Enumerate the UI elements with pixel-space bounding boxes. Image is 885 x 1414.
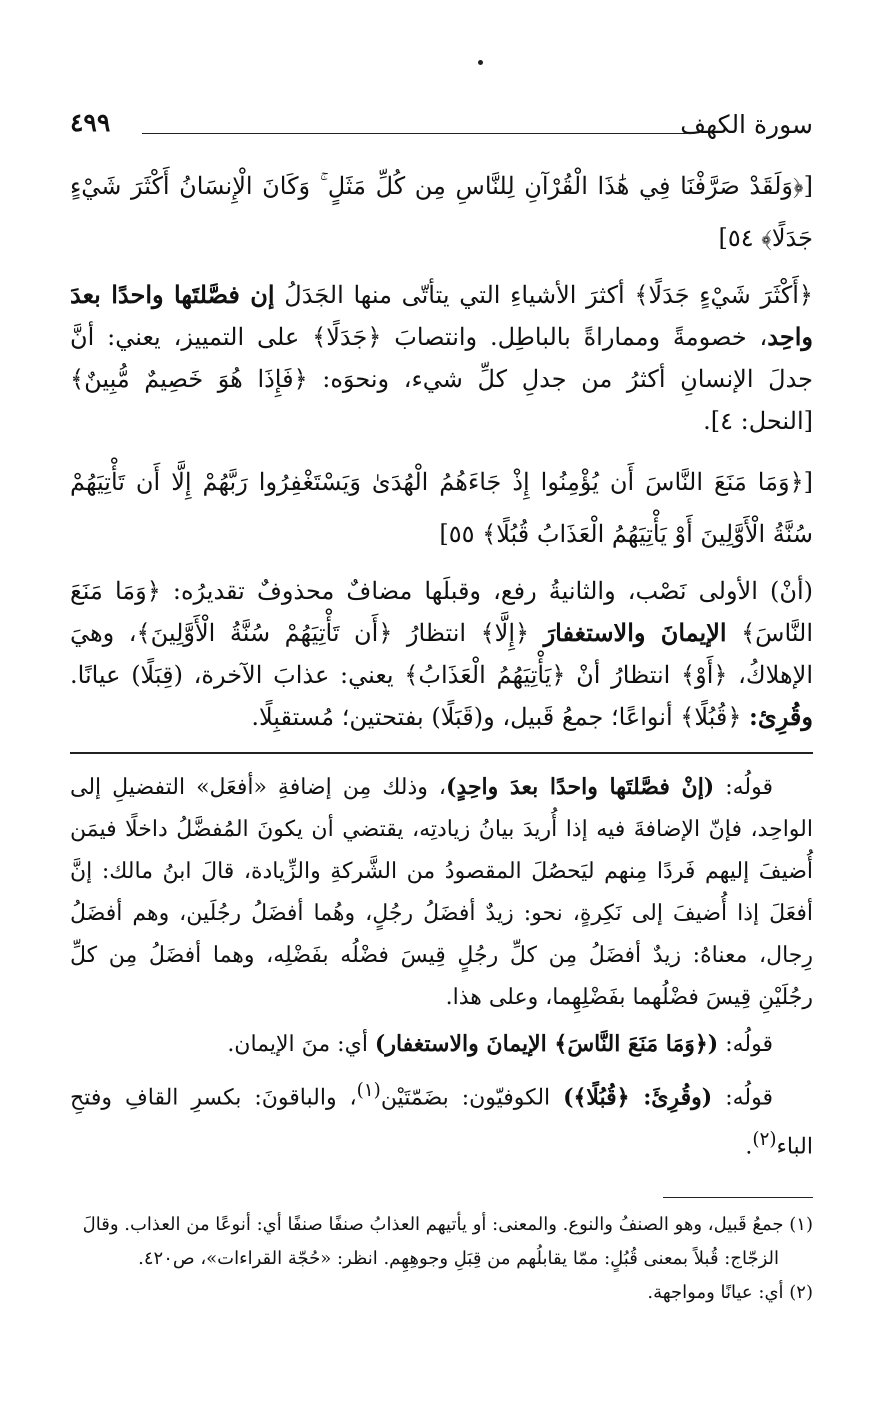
footnote-1-line-2: الزجّاج: قُبلاً بمعنى قُبُلٍ: ممّا يقابلُهم من قِبَلِ وجوهِهِم. انظر: «حُجّة القراءات»، ص٤٢٠. bbox=[138, 1247, 779, 1269]
footnote-ref-2: (٢) bbox=[752, 1129, 777, 1151]
footnote-ref-1: (١) bbox=[356, 1080, 381, 1101]
hashiya-2 bbox=[70, 1023, 813, 1066]
hashiya-1-lemma: (إنْ فصَّلتَها واحدًا بعدَ واحِدٍ) bbox=[445, 774, 715, 800]
surah-name: سورة الكهف bbox=[680, 110, 813, 139]
hashiya-3-lemma: (وقُرِئَ: ﴿قُبُلًا﴾) bbox=[563, 1084, 713, 1111]
page-content bbox=[70, 160, 813, 1310]
tafsir-54-quote: ﴿أَكْثَرَ شَيْءٍ جَدَلًا﴾ bbox=[634, 281, 813, 309]
footnote-divider bbox=[663, 1197, 813, 1198]
tafsir-55 bbox=[70, 570, 813, 738]
running-header bbox=[70, 108, 813, 148]
tafsir-55-d: ﴿قُبُلًا﴾ أنواعًا؛ جمعُ قَبيل، و(قَبَلًا) بفتحتين؛ مُستقبِلًا. bbox=[251, 703, 750, 731]
hashiya-1-text: ، وذلك مِن إضافةِ «أفعَل» التفضيلِ إلى الواحِد، فإنّ الإضافةَ فيه إذا أُريدَ بيانُ زيادتِه، يقتضي أن يكونَ المُفضَّلُ داخلًا فيمَن أُضيفَ إليهم فَردًا مِنهم ليَحصُلَ المقصودُ من الشَّركةِ والزِّيادة، قالَ ابنُ مالك: إنَّ أفعَلَ إذا أُضيفَ إلى نَكِرةٍ، نحو: زيدٌ أفضَلُ رجُلٍ، وهُما أفضَلُ رجُلَين، وهم أفضَلُ رِجال، معناهُ: زيدٌ أفضَلُ مِن كلِّ رجُلٍ قِيسَ فضْلُه بفَضْلِه، وهما أفضَلُ مِن كلِّ رجُلَيْنِ قِيسَ فضْلُهما بفَضْلِهِما، وعلى هذا. bbox=[70, 775, 813, 1010]
hashiya-2-lemma: (﴿وَمَا مَنَعَ النَّاسَ﴾ الإيمانَ والاستغفار) bbox=[374, 1031, 719, 1057]
page-mark bbox=[478, 60, 483, 65]
tafsir-54 bbox=[70, 274, 813, 442]
footnote-1-line-1: (١) جمعُ قَبيل، وهو الصنفُ والنوع. والمعنى: أو يأتيهم العذابُ صنفًا صنفًا أي: أنوعًا من العذاب. وقالَ bbox=[82, 1213, 813, 1235]
tafsir-55-bold-2: وقُرِئ: bbox=[749, 702, 813, 731]
header-rule bbox=[142, 133, 695, 134]
commentary-divider bbox=[70, 752, 813, 754]
hashiya-3-text: الكوفيّون: بضَمّتَيْن bbox=[380, 1085, 564, 1111]
verse-55: [﴿وَمَا مَنَعَ النَّاسَ أَن يُؤْمِنُوا إِذْ جَاءَهُمُ الْهُدَىٰ وَيَسْتَغْفِرُوا رَبَّهُمْ إِلَّا أَن تَأْتِيَهُمْ سُنَّةُ الْأَوَّلِينَ أَوْ يَأْتِيَهُمُ الْعَذَابُ قُبُلًا﴾ ٥٥] bbox=[70, 468, 813, 548]
hashiya-3-label: قولُه: bbox=[712, 1085, 773, 1111]
tafsir-54-bold: إن فصَّلتَها واحدًا بعدَ واحِد bbox=[70, 280, 813, 351]
tafsir-55-c: ﴿إِلَّا﴾ انتظارُ ﴿أَن تَأْتِيَهُمْ سُنَّةُ الْأَوَّلِينَ﴾، وهيَ الإهلاكُ، ﴿أَوْ﴾ انتظارُ أنْ ﴿يَأْتِيَهُمُ الْعَذَابُ﴾ يعني: عذابَ الآخرة، (قِبَلًا) عيانًا. bbox=[70, 619, 813, 689]
footnote-2: (٢) أي: عيانًا ومواجهة. bbox=[647, 1281, 813, 1303]
hashiya-3-text-2: ، والباقونَ: بكسرِ القافِ وفتحِ الباء bbox=[70, 1085, 813, 1160]
hashiya-3 bbox=[70, 1070, 813, 1169]
tafsir-55-bold-1: الإيمانَ والاستغفارَ bbox=[543, 618, 727, 647]
tafsir-54-text: أكثرَ الأشياءِ التي يتأتّى منها الجَدَلُ bbox=[274, 281, 635, 309]
page-number: ٤٩٩ bbox=[70, 108, 111, 137]
verse-54: [﴿وَلَقَدْ صَرَّفْنَا فِي هَٰذَا الْقُرْآنِ لِلنَّاسِ مِن كُلِّ مَثَلٍ ۚ وَكَانَ الْإِنسَانُ أَكْثَرَ شَيْءٍ جَدَلًا﴾ ٥٤] bbox=[70, 172, 813, 252]
hashiya-1-label: قولُه: bbox=[714, 775, 773, 800]
hashiya-1 bbox=[70, 766, 813, 1019]
tafsir-54-rest: ، خصومةً ومماراةً بالباطِل. وانتصابَ ﴿جَدَلًا﴾ على التمييز، يعني: أنَّ جدلَ الإنسانِ أكثرُ من جدلِ كلِّ شيء، ونحوَه: ﴿فَإِذَا هُوَ خَصِيمٌ مُّبِينٌ﴾ [النحل: ٤]. bbox=[70, 323, 813, 435]
hashiya-3-end: . bbox=[745, 1134, 753, 1160]
hashiya-2-label: قولُه: bbox=[718, 1032, 773, 1057]
tafsir-55-a: (أنْ) الأولى نَصْب، والثانيةُ رفع، وقبلَها مضافٌ محذوفٌ تقديرُه: ﴿وَمَا مَنَعَ النَّاسَ﴾ bbox=[70, 577, 813, 647]
hashiya-2-text: أي: منَ الإيمان. bbox=[227, 1032, 375, 1057]
